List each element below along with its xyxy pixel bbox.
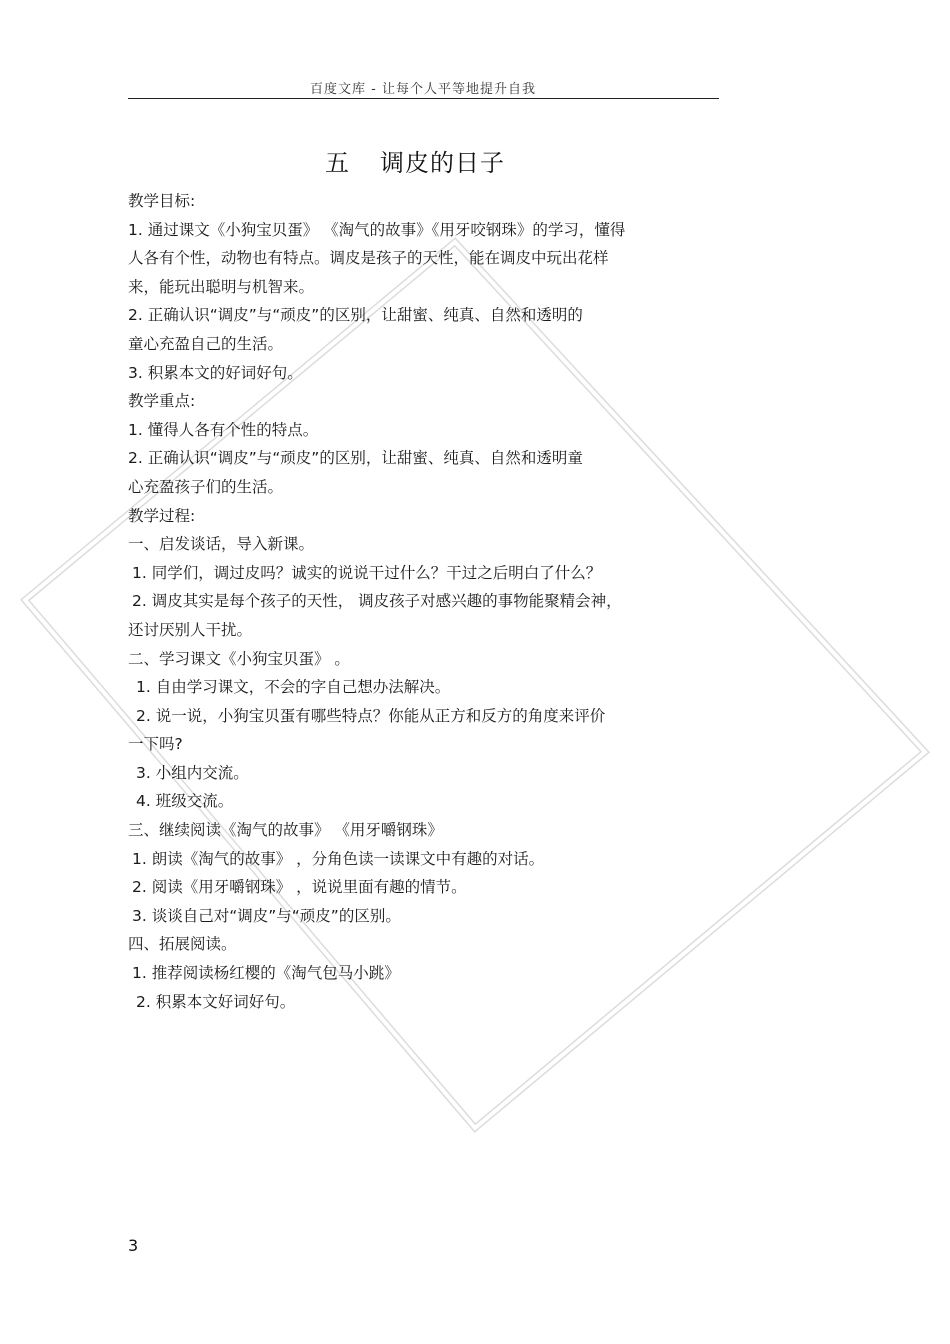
text-line: 1. 懂得人各有个性的特点。: [128, 420, 319, 439]
text-line: 3. 小组内交流。: [136, 763, 249, 782]
text-line: 3. 积累本文的好词好句。: [128, 363, 303, 382]
text-line: 4. 班级交流。: [136, 792, 234, 811]
text-line: 教学过程:: [128, 506, 196, 525]
title-number: 五: [325, 149, 350, 177]
text-line: 心充盈孩子们的生活。: [128, 477, 284, 496]
text-line: 1. 自由学习课文，不会的字自己想办法解决。: [136, 678, 451, 697]
header-divider: [128, 98, 719, 99]
text-line: 一下吗?: [128, 735, 183, 754]
text-line: 2. 说一说，小狗宝贝蛋有哪些特点？你能从正方和反方的角度来评价: [136, 706, 606, 725]
text-line: 2. 正确认识“调皮”与“顽皮”的区别，让甜蜜、纯真、自然和透明的: [128, 306, 583, 325]
text-line: 1. 通过课文《小狗宝贝蛋》 《淘气的故事》《用牙咬钢珠》的学习，懂得: [128, 220, 626, 239]
text-line: 一、启发谈话，导入新课。: [128, 535, 315, 554]
text-line: 三、继续阅读《淘气的故事》 《用牙嚼钢珠》: [128, 821, 443, 840]
text-line: 2. 正确认识“调皮”与“顽皮”的区别，让甜蜜、纯真、自然和透明童: [128, 449, 583, 468]
text-line: 还讨厌别人干扰。: [128, 620, 253, 639]
text-line: 1. 推荐阅读杨红樱的《淘气包马小跳》: [132, 964, 400, 983]
text-line: 四、拓展阅读。: [128, 935, 237, 954]
page-number: 3: [128, 1236, 139, 1255]
text-line: 来，能玩出聪明与机智来。: [128, 277, 315, 296]
text-line: 二、学习课文《小狗宝贝蛋》 。: [128, 649, 350, 668]
text-line: 人各有个性，动物也有特点。调皮是孩子的天性，能在调皮中玩出花样: [128, 249, 609, 268]
text-line: 3. 谈谈自己对“调皮”与“顽皮”的区别。: [132, 906, 401, 925]
text-line: 2. 调皮其实是每个孩子的天性， 调皮孩子对感兴趣的事物能聚精会神，: [132, 592, 622, 611]
document-body: [128, 187, 708, 1016]
page-title: [0, 143, 830, 178]
title-text: 调皮的日子: [380, 149, 505, 177]
text-line: 1. 同学们，调过皮吗？诚实的说说干过什么？干过之后明白了什么？: [132, 563, 602, 582]
text-line: 童心充盈自己的生活。: [128, 334, 284, 353]
text-line: 1. 朗读《淘气的故事》 ，分角色读一读课文中有趣的对话。: [132, 849, 545, 868]
text-line: 教学重点:: [128, 392, 196, 411]
text-line: 教学目标:: [128, 192, 196, 210]
text-line: 2. 积累本文好词好句。: [136, 992, 296, 1011]
page-header: 百度文库 - 让每个人平等地提升自我: [310, 82, 536, 97]
text-line: 2. 阅读《用牙嚼钢珠》 ，说说里面有趣的情节。: [132, 878, 467, 897]
